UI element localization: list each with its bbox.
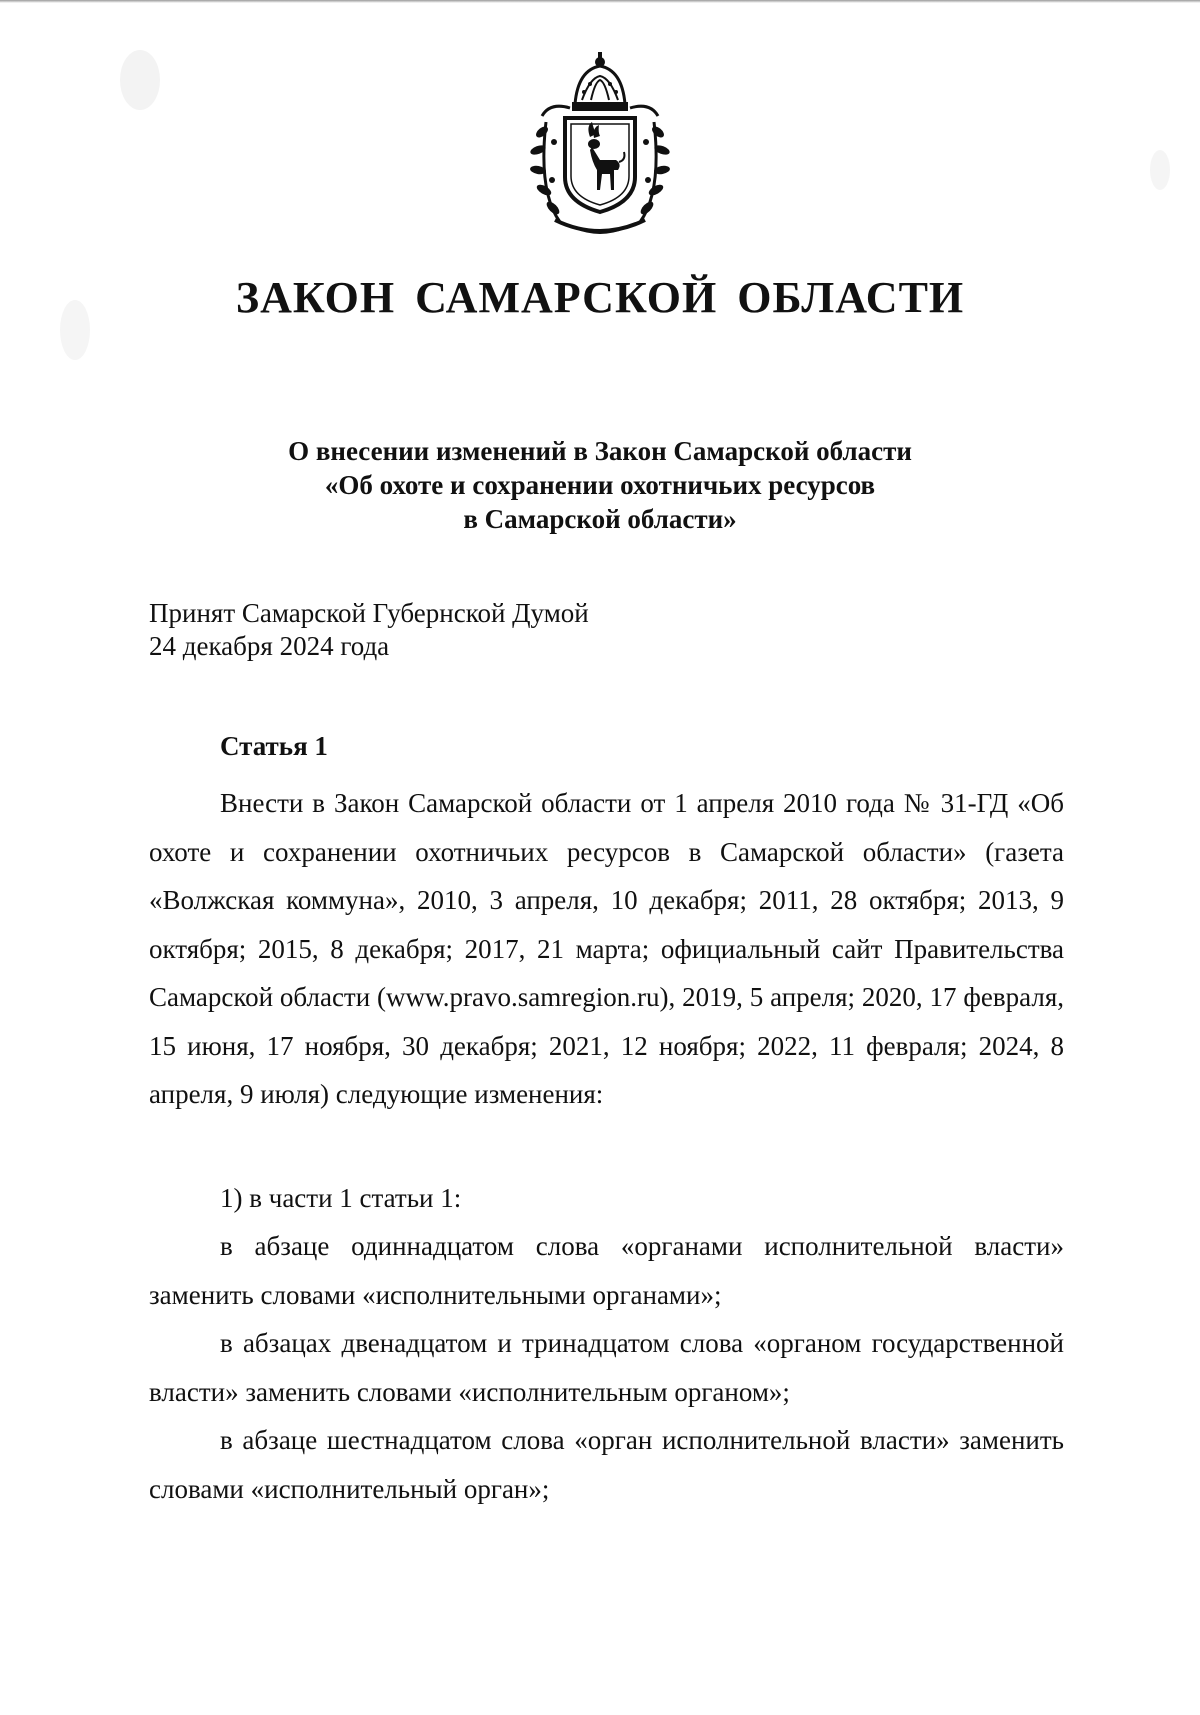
adoption-body: Принят Самарской Губернской Думой (149, 598, 589, 628)
document-subtitle (200, 434, 1000, 536)
paragraph-text: Внести в Закон Самарской области от 1 апреля 2010 года № 31-ГД «Об охоте и сохранении охотничьих ресурсов в Самарской области» (газета «Волжская коммуна», 2010, 3 апреля, 10 декабря; 2011, 28 октября; 2013, 9 октября; 2015, 8 декабря; 2017, 21 марта; официальный сайт Правительства Самарской области (www.pravo.samregion.ru), 2019, 5 апреля; 2020, 17 февраля, 15 июня, 17 ноября, 30 декабря; 2021, 12 ноября; 2022, 11 февраля; 2024, 8 апреля, 9 июля) следующие изменения: (149, 788, 1064, 1109)
paragraph-text: 1) в части 1 статьи 1: (220, 1183, 462, 1213)
subtitle-line: в Самарской области» (463, 504, 737, 534)
article-paragraph (149, 1222, 1064, 1319)
document-title: ЗАКОН САМАРСКОЙ ОБЛАСТИ (235, 273, 965, 322)
article-paragraph (149, 1319, 1064, 1416)
article-paragraph (149, 779, 1064, 1119)
article-paragraph (149, 1174, 1064, 1223)
subtitle-line: «Об охоте и сохранении охотничьих ресурсов (324, 470, 876, 500)
paragraph-text: в абзаце шестнадцатом слова «орган исполнительной власти» заменить словами «исполнительный орган»; (149, 1425, 1064, 1504)
article-paragraph (149, 1416, 1064, 1513)
scan-noise (120, 50, 160, 110)
scan-noise (1150, 150, 1170, 190)
adoption-date: 24 декабря 2024 года (149, 631, 390, 661)
subtitle-line: О внесении изменений в Закон Самарской области (288, 436, 912, 466)
samara-coat-of-arms-icon (520, 52, 680, 242)
adoption-info (149, 597, 589, 663)
paragraph-text: в абзаце одиннадцатом слова «органами исполнительной власти» заменить словами «исполнительными органами»; (149, 1231, 1064, 1310)
paragraph-text: в абзацах двенадцатом и тринадцатом слова «органом государственной власти» заменить словами «исполнительным органом»; (149, 1328, 1064, 1407)
article-heading: Статья 1 (220, 731, 328, 761)
scan-edge (0, 0, 1200, 3)
